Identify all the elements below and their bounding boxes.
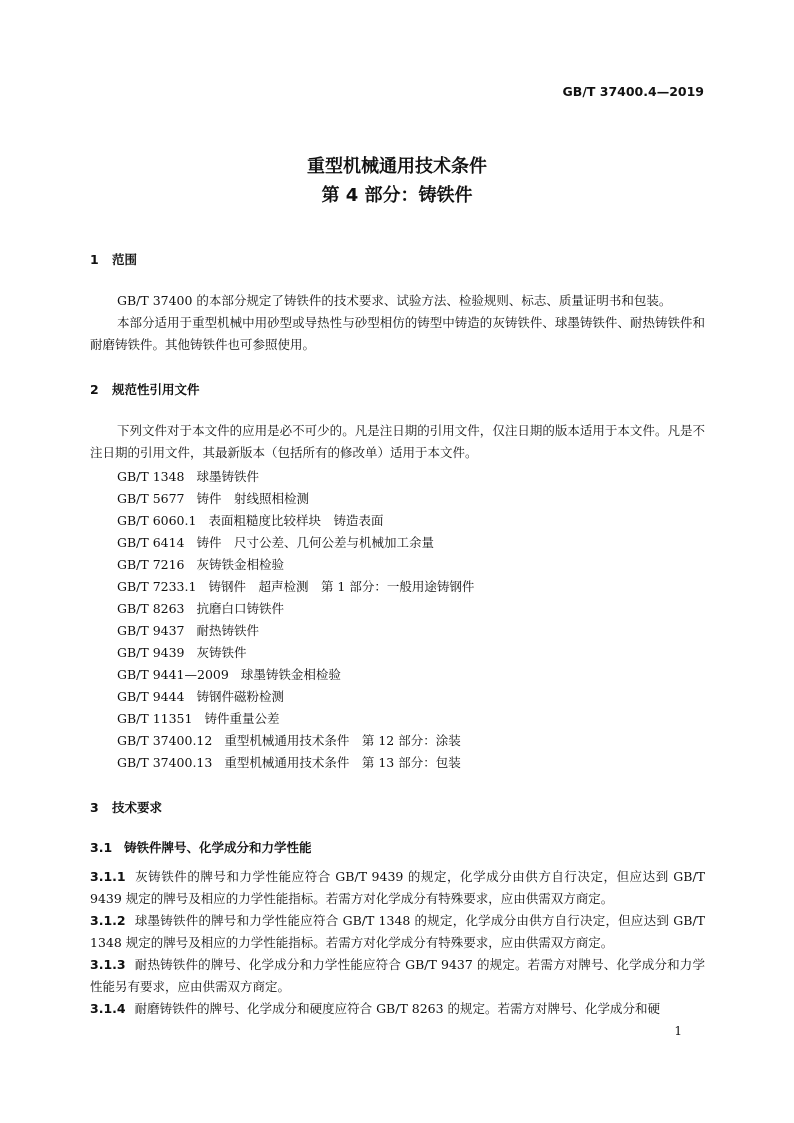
reference-code: GB/T 11351: [117, 711, 193, 726]
section-heading-scope: [90, 250, 137, 268]
section-title: 规范性引用文件: [112, 382, 200, 397]
reference-item: [117, 642, 474, 664]
reference-code: GB/T 9439: [117, 645, 185, 660]
section-number: 1: [90, 252, 99, 267]
reference-code: GB/T 37400.12: [117, 733, 213, 748]
reference-title: 耐热铸铁件: [196, 623, 260, 638]
reference-title: 灰铸铁金相检验: [196, 557, 285, 572]
reference-item: [117, 752, 474, 774]
reference-item: [117, 554, 474, 576]
reference-title: 抗磨白口铸铁件: [196, 601, 285, 616]
section-title: 技术要求: [112, 800, 163, 815]
reference-item: [117, 686, 474, 708]
subsection-title: 铸铁件牌号、化学成分和力学性能: [124, 840, 312, 855]
clause-text: 耐热铸铁件的牌号、化学成分和力学性能应符合 GB/T 9437 的规定。若需方对牌号、化学成分和力学性能另有要求，应由供需双方商定。: [90, 957, 705, 994]
reference-title: 铸钢件磁粉检测: [196, 689, 285, 704]
reference-item: [117, 510, 474, 532]
reference-item: [117, 664, 474, 686]
reference-title: 球墨铸铁件: [196, 469, 260, 484]
reference-code: GB/T 1348: [117, 469, 185, 484]
reference-code: GB/T 7233.1: [117, 579, 197, 594]
reference-title: 表面粗糙度比较样块 铸造表面: [208, 513, 384, 528]
section-number: 3: [90, 800, 99, 815]
clause-text: 球墨铸铁件的牌号和力学性能应符合 GB/T 1348 的规定，化学成分由供方自行决定，但应达到 GB/T 1348 规定的牌号及相应的力学性能指标。若需方对化学成分有特殊要求，应由供需双方商定。: [90, 913, 705, 950]
section-heading-normative-references: [90, 380, 200, 398]
clause-number: 3.1.1: [90, 869, 126, 884]
document-subtitle: 第 4 部分：铸铁件: [321, 185, 473, 206]
clause-number: 3.1.4: [90, 1001, 126, 1016]
reference-item: [117, 576, 474, 598]
reference-code: GB/T 8263: [117, 601, 185, 616]
scope-paragraph-1: GB/T 37400 的本部分规定了铸铁件的技术要求、试验方法、检验规则、标志、质量证明书和包装。: [117, 293, 672, 308]
reference-code: GB/T 6060.1: [117, 513, 197, 528]
reference-item: [117, 708, 474, 730]
reference-code: GB/T 9441—2009: [117, 667, 229, 682]
reference-title: 重型机械通用技术条件 第 13 部分：包装: [224, 755, 461, 770]
reference-title: 铸件 射线照相检测: [196, 491, 310, 506]
subsection-heading-3-1: [90, 838, 312, 856]
section-number: 2: [90, 382, 99, 397]
reference-item: [117, 466, 474, 488]
reference-title: 铸钢件 超声检测 第 1 部分：一般用途铸钢件: [208, 579, 475, 594]
clause-3-1-3: [90, 954, 705, 998]
reference-code: GB/T 9437: [117, 623, 185, 638]
reference-title: 球墨铸铁金相检验: [240, 667, 341, 682]
page-number: 1: [674, 1024, 682, 1038]
reference-item: [117, 620, 474, 642]
reference-title: 灰铸铁件: [196, 645, 247, 660]
clause-3-1-4: [90, 998, 705, 1020]
reference-code: GB/T 6414: [117, 535, 185, 550]
standard-code: GB/T 37400.4—2019: [562, 84, 704, 99]
reference-title: 铸件重量公差: [204, 711, 280, 726]
reference-code: GB/T 37400.13: [117, 755, 213, 770]
clause-number: 3.1.2: [90, 913, 126, 928]
references-intro: 下列文件对于本文件的应用是必不可少的。凡是注日期的引用文件，仅注日期的版本适用于本文件。凡是不注日期的引用文件，其最新版本（包括所有的修改单）适用于本文件。: [90, 423, 705, 460]
section-title: 范围: [112, 252, 138, 267]
scope-paragraph-2: 本部分适用于重型机械中用砂型或导热性与砂型相仿的铸型中铸造的灰铸铁件、球墨铸铁件、耐热铸铁件和耐磨铸铁件。其他铸铁件也可参照使用。: [90, 315, 705, 352]
reference-item: [117, 488, 474, 510]
reference-code: GB/T 9444: [117, 689, 185, 704]
document-title: 重型机械通用技术条件: [307, 156, 487, 177]
reference-code: GB/T 7216: [117, 557, 185, 572]
reference-title: 重型机械通用技术条件 第 12 部分：涂装: [224, 733, 461, 748]
clause-3-1-2: [90, 910, 705, 954]
subsection-number: 3.1: [90, 840, 113, 855]
reference-title: 铸件 尺寸公差、几何公差与机械加工余量: [196, 535, 435, 550]
reference-item: [117, 532, 474, 554]
reference-code: GB/T 5677: [117, 491, 185, 506]
clause-number: 3.1.3: [90, 957, 126, 972]
section-heading-technical-requirements: [90, 798, 162, 816]
clause-3-1-1: [90, 866, 705, 910]
clause-text: 耐磨铸铁件的牌号、化学成分和硬度应符合 GB/T 8263 的规定。若需方对牌号、化学成分和硬: [134, 1001, 661, 1016]
reference-list: [117, 466, 474, 774]
reference-item: [117, 598, 474, 620]
reference-item: [117, 730, 474, 752]
clause-text: 灰铸铁件的牌号和力学性能应符合 GB/T 9439 的规定，化学成分由供方自行决定，但应达到 GB/T 9439 规定的牌号及相应的力学性能指标。若需方对化学成分有特殊要求，应由供需双方商定。: [90, 869, 705, 906]
